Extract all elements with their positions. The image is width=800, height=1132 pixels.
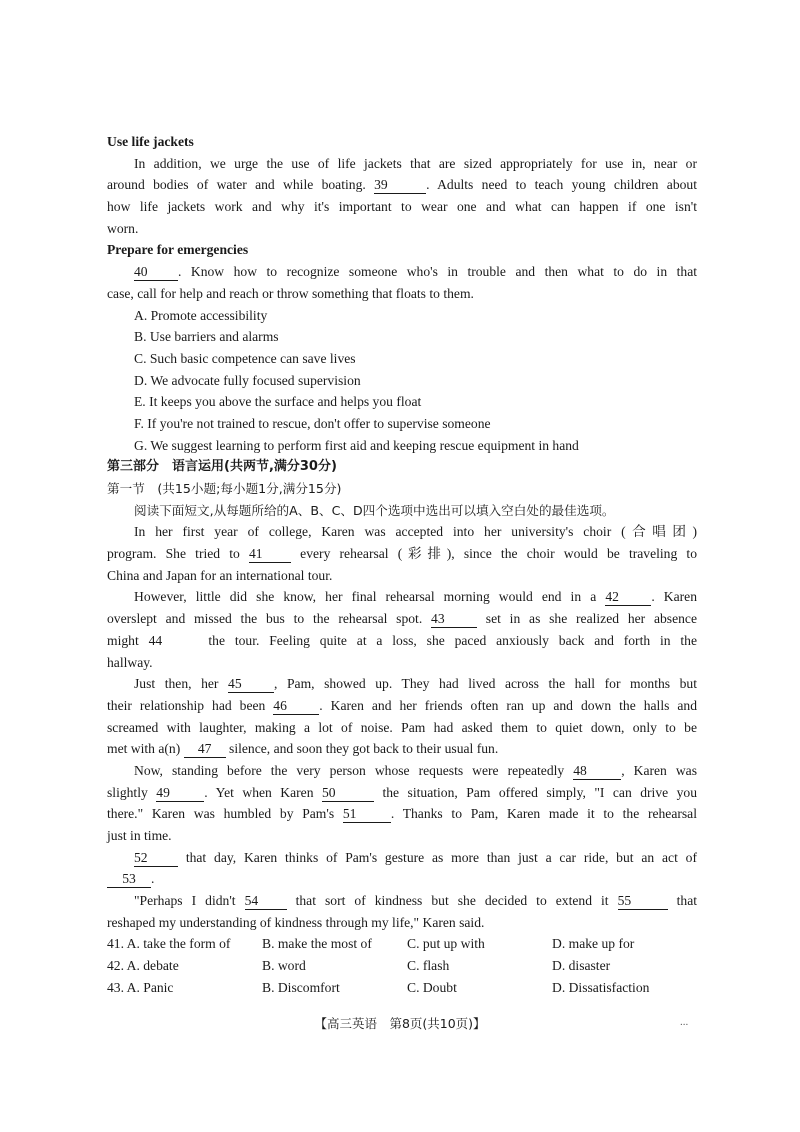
q41-option-a: 41. A. take the form of <box>107 936 231 952</box>
paragraph-line: slightly 49 . Yet when Karen 50 the situation, Pam offered simply, "I can drive you <box>107 784 698 800</box>
blank-42: 42 <box>605 588 651 606</box>
paragraph-line: worn. <box>107 220 139 236</box>
option-e: E. It keeps you above the surface and helps you float <box>134 394 422 410</box>
blank-55: 55 <box>618 892 668 910</box>
exam-page <box>107 131 697 999</box>
q41-option-d: D. make up for <box>552 936 635 952</box>
paragraph-line: program. She tried to 41 every rehearsal (彩排), since the choir would be traveling to <box>107 546 697 562</box>
paragraph-line: "Perhaps I didn't 54 that sort of kindness but she decided to extend it 55 that <box>134 893 698 909</box>
paragraph-line: screamed with laughter, making a lot of noise. Pam had asked them to quiet down, only to be <box>107 719 697 735</box>
blank-51: 51 <box>343 805 391 823</box>
paragraph-line: reshaped my understanding of kindness through my life," Karen said. <box>107 914 485 930</box>
paragraph-line: overslept and missed the bus to the rehearsal spot. 43 set in as she realized her absence <box>107 611 697 627</box>
paragraph-line: Now, standing before the very person whose requests were repeatedly 48 , Karen was <box>134 762 698 778</box>
blank-52: 52 <box>134 849 178 867</box>
blank-41: 41 <box>249 545 291 563</box>
heading-use-life-jackets: Use life jackets <box>107 134 194 149</box>
part3-title: 第三部分 语言运用(共两节,满分30分) <box>107 459 337 475</box>
q43-option-a: 43. A. Panic <box>107 979 174 995</box>
q43-option-b: B. Discomfort <box>262 979 340 995</box>
blank-39: 39 <box>374 176 426 194</box>
question-41 <box>107 933 697 955</box>
blank-46: 46 <box>273 697 319 715</box>
q42-option-c: C. flash <box>407 958 450 974</box>
paragraph-line: 52 that day, Karen thinks of Pam's gesture as more than just a car ride, but an act of <box>134 849 697 865</box>
q42-option-d: D. disaster <box>552 958 611 974</box>
paragraph-line: 40 . Know how to recognize someone who's in trouble and then what to do in that <box>134 264 697 280</box>
blank-44: 44 <box>148 632 163 648</box>
blank-45: 45 <box>228 675 274 693</box>
paragraph-line: just in time. <box>107 828 172 843</box>
instruction: 阅读下面短文,从每题所给的A、B、C、D四个选项中选出可以填入空白处的最佳选项。 <box>134 502 615 518</box>
option-g: G. We suggest learning to perform first aid and keeping rescue equipment in hand <box>134 437 579 453</box>
page-footer: 【高三英语 第8页(共10页)】 <box>314 1016 486 1031</box>
paragraph-line: how life jackets work and why it's important to wear one and what can happen if one isn't <box>107 199 697 215</box>
heading-prepare-for-emergencies: Prepare for emergencies <box>107 242 249 258</box>
option-b: B. Use barriers and alarms <box>134 329 279 345</box>
blank-47: 47 <box>184 740 226 758</box>
option-f: F. If you're not trained to rescue, don't offer to supervise someone <box>134 415 491 431</box>
option-a: A. Promote accessibility <box>134 307 268 323</box>
blank-48: 48 <box>573 762 621 780</box>
option-c: C. Such basic competence can save lives <box>134 350 356 366</box>
q41-option-b: B. make the most of <box>262 936 372 952</box>
blank-43: 43 <box>431 610 477 628</box>
blank-40: 40 <box>134 263 178 281</box>
blank-54: 54 <box>245 892 287 910</box>
q43-option-c: C. Doubt <box>407 979 457 995</box>
paragraph-line: there." Karen was humbled by Pam's 51 . Thanks to Pam, Karen made it to the rehearsal <box>107 806 697 822</box>
paragraph-line: 53 . <box>107 868 697 890</box>
paragraph-line: around bodies of water and while boating. 39 . Adults need to teach young children about <box>107 177 697 193</box>
blank-49: 49 <box>156 784 204 802</box>
section1-title: 第一节 (共15小题;每小题1分,满分15分) <box>107 481 342 496</box>
blank-53: 53 <box>107 870 151 888</box>
option-d: D. We advocate fully focused supervision <box>134 372 361 388</box>
q42-option-b: B. word <box>262 958 306 974</box>
paragraph-line: Just then, her 45 , Pam, showed up. They had lived across the hall for months but <box>134 676 697 692</box>
paragraph-line: case, call for help and reach or throw something that floats to them. <box>107 285 474 301</box>
paragraph-line: their relationship had been 46 . Karen and her friends often ran up and down the halls and <box>107 697 697 713</box>
q41-option-c: C. put up with <box>407 936 485 952</box>
blank-50: 50 <box>322 784 374 802</box>
question-43 <box>107 977 697 999</box>
paragraph-line: In addition, we urge the use of life jackets that are sized appropriately for use in, near or <box>134 155 697 171</box>
paragraph-line: might 44 the tour. Feeling quite at a loss, she paced anxiously back and forth in the <box>107 632 697 648</box>
paragraph-line: hallway. <box>107 654 153 670</box>
question-42 <box>107 955 697 977</box>
paragraph-line: met with a(n) 47 silence, and soon they got back to their usual fun. <box>107 741 499 757</box>
q42-option-a: 42. A. debate <box>107 958 179 974</box>
paragraph-line: In her first year of college, Karen was accepted into her university's choir (合唱团) <box>134 524 697 540</box>
q43-option-d: D. Dissatisfaction <box>552 979 650 995</box>
corner-mark: ... <box>680 1016 689 1028</box>
paragraph-line: However, little did she know, her final rehearsal morning would end in a 42 . Karen <box>134 589 697 605</box>
paragraph-line: China and Japan for an international tour. <box>107 567 333 583</box>
